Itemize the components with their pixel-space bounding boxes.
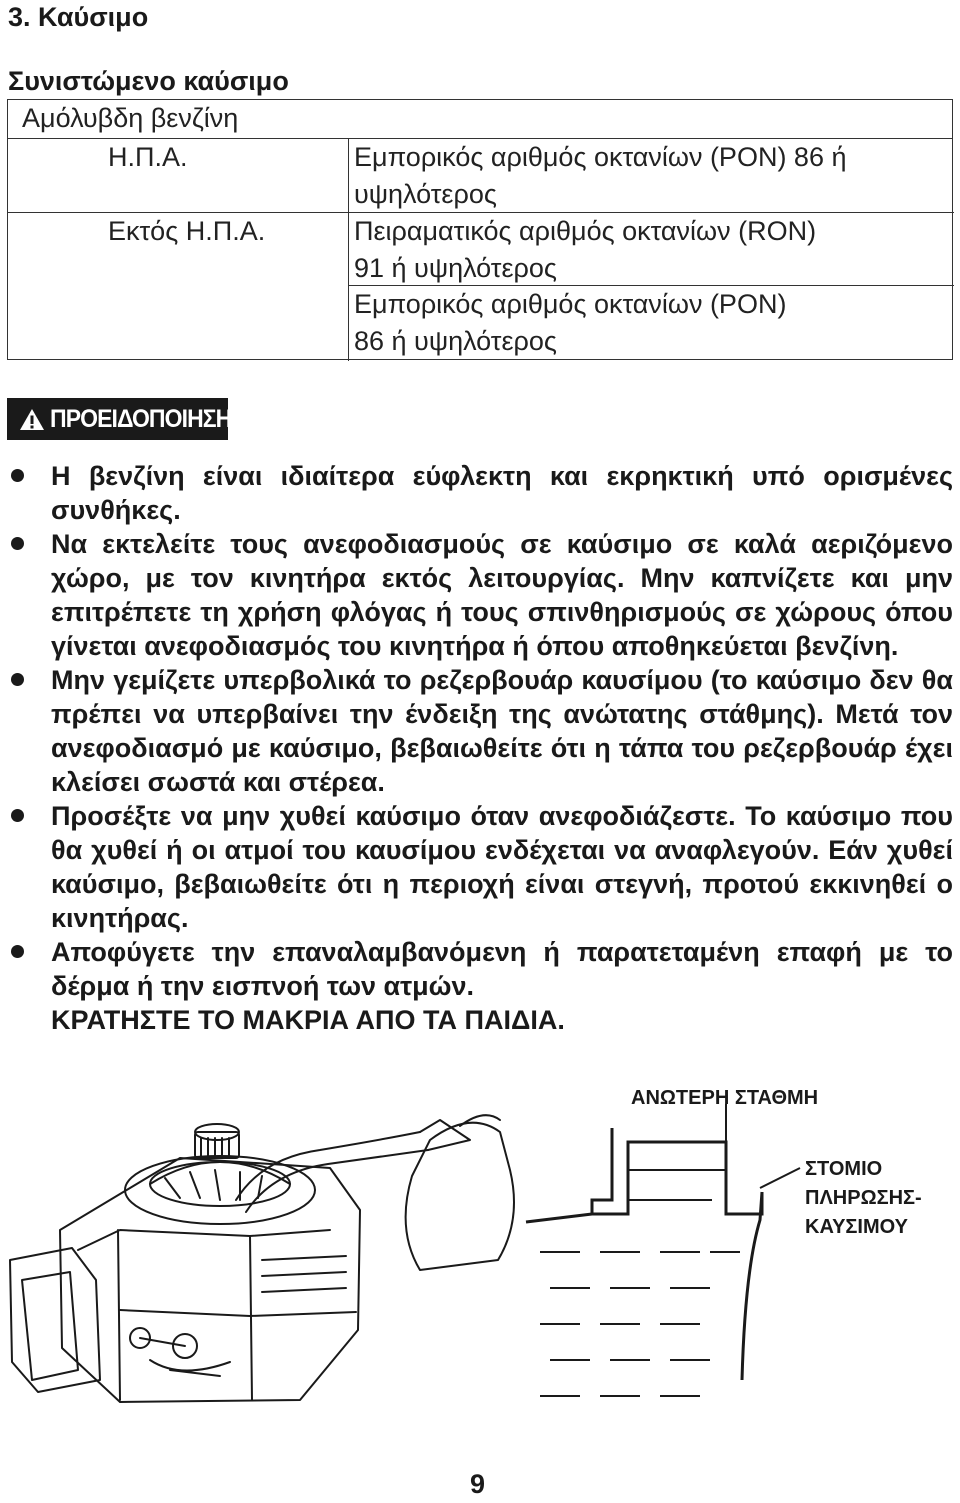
fuel-spec-table <box>7 99 953 360</box>
spec-pon-line2: 86 ή υψηλότερος <box>354 326 557 356</box>
region-usa: Η.Π.Α. <box>108 142 188 172</box>
keep-away-from-children: ΚΡΑΤΗΣΤΕ ΤΟ ΜΑΚΡΙΑ ΑΠΟ ΤΑ ΠΑΙΔΙΑ. <box>51 1005 565 1035</box>
spec-pon-line1: Εμπορικός αριθμός οκτανίων (PON) <box>354 289 787 319</box>
warning-label: ΠΡΟΕΙΔΟΠΟΙΗΣΗ <box>50 404 232 433</box>
warning-triangle-icon <box>19 408 45 431</box>
upper-level-label: ΑΝΩΤΕΡΗ ΣΤΑΘΜΗ <box>631 1087 819 1109</box>
list-item-text: Προσέξτε να μην χυθεί καύσιμο όταν ανεφοδιάζεστε. Το καύσιμο που θα χυθεί ή οι ατμοί του καυσίμου ενδέχεται να αναφλεγούν. Εάν χυθεί καύσιμο, βεβαιωθείτε ότι η περιοχή είναι στεγνή, προτού εκκινηθεί ο κινητήρας. <box>51 801 953 933</box>
section-title: 3. Καύσιμο <box>8 2 149 32</box>
bullet-dot-icon <box>11 537 24 550</box>
list-item <box>10 799 953 935</box>
region-outside-usa: Εκτός Η.Π.Α. <box>108 216 266 246</box>
bullet-dot-icon <box>11 809 24 822</box>
spec-usa-line2: υψηλότερος <box>354 179 497 209</box>
list-item-text: Μην γεμίζετε υπερβολικά το ρεζερβουάρ καυσίμου (το καύσιμο δεν θα πρέπει να υπερβαίνει την ένδειξη της ανώτατης στάθμης). Μετά τον ανεφοδιασμό με καύσιμο, βεβαιωθείτε ότι η τάπα του ρεζερβουάρ έχει κλείσει σωστά και στέρεα. <box>51 665 953 797</box>
callout-lines <box>726 1104 800 1188</box>
filler-neck-label-line: ΣΤΟΜΙΟ <box>805 1158 883 1180</box>
filler-neck-label-line: ΚΑΥΣΙΜΟΥ <box>805 1216 908 1238</box>
bullet-dot-icon <box>11 945 24 958</box>
spec-ron-line1: Πειραματικός αριθμός οκτανίων (RON) <box>354 216 817 246</box>
list-item <box>10 663 953 799</box>
spec-usa-line1: Εμπορικός αριθμός οκτανίων (PON) 86 ή <box>354 142 847 172</box>
recommended-fuel-title: Συνιστώμενο καύσιμο <box>8 66 289 96</box>
page-number: 9 <box>470 1469 486 1499</box>
list-item-text: Αποφύγετε την επαναλαμβανόμενη ή παρατεταμένη επαφή με το δέρμα ή την εισπνοή των ατμών. <box>51 937 953 1001</box>
warning-list <box>10 459 953 1037</box>
warning-banner <box>7 398 232 440</box>
list-item <box>10 459 953 527</box>
fuel-can-drawing <box>236 1115 514 1270</box>
spec-ron-line2: 91 ή υψηλότερος <box>354 253 557 283</box>
bullet-dot-icon <box>11 673 24 686</box>
list-item <box>10 527 953 663</box>
filler-neck-label-line: ΠΛΗΡΩΣΗΣ- <box>805 1187 922 1209</box>
list-item-text: Η βενζίνη είναι ιδιαίτερα εύφλεκτη και εκρηκτική υπό ορισμένες συνθήκες. <box>51 461 953 525</box>
tank-cross-section <box>526 1128 762 1380</box>
filler-neck-label <box>805 1155 922 1242</box>
fuel-type: Αμόλυβδη βενζίνη <box>22 103 239 133</box>
bullet-dot-icon <box>11 469 24 482</box>
engine-drawing <box>10 1124 360 1402</box>
list-item-text: Να εκτελείτε τους ανεφοδιασμούς σε καύσιμο σε καλά αεριζόμενο χώρο, με τον κινητήρα εκτός λειτουργίας. Μην καπνίζετε και μην επιτρέπετε τη χρήση φλόγας ή τους σπινθηρισμούς σε χώρους όπου γίνεται ανεφοδιασμός του κινητήρα ή όπου αποθηκεύεται βενζίνη. <box>51 529 953 661</box>
fuel-level-lines <box>540 1170 740 1396</box>
refueling-illustration <box>0 1080 960 1460</box>
list-item <box>10 935 953 1037</box>
